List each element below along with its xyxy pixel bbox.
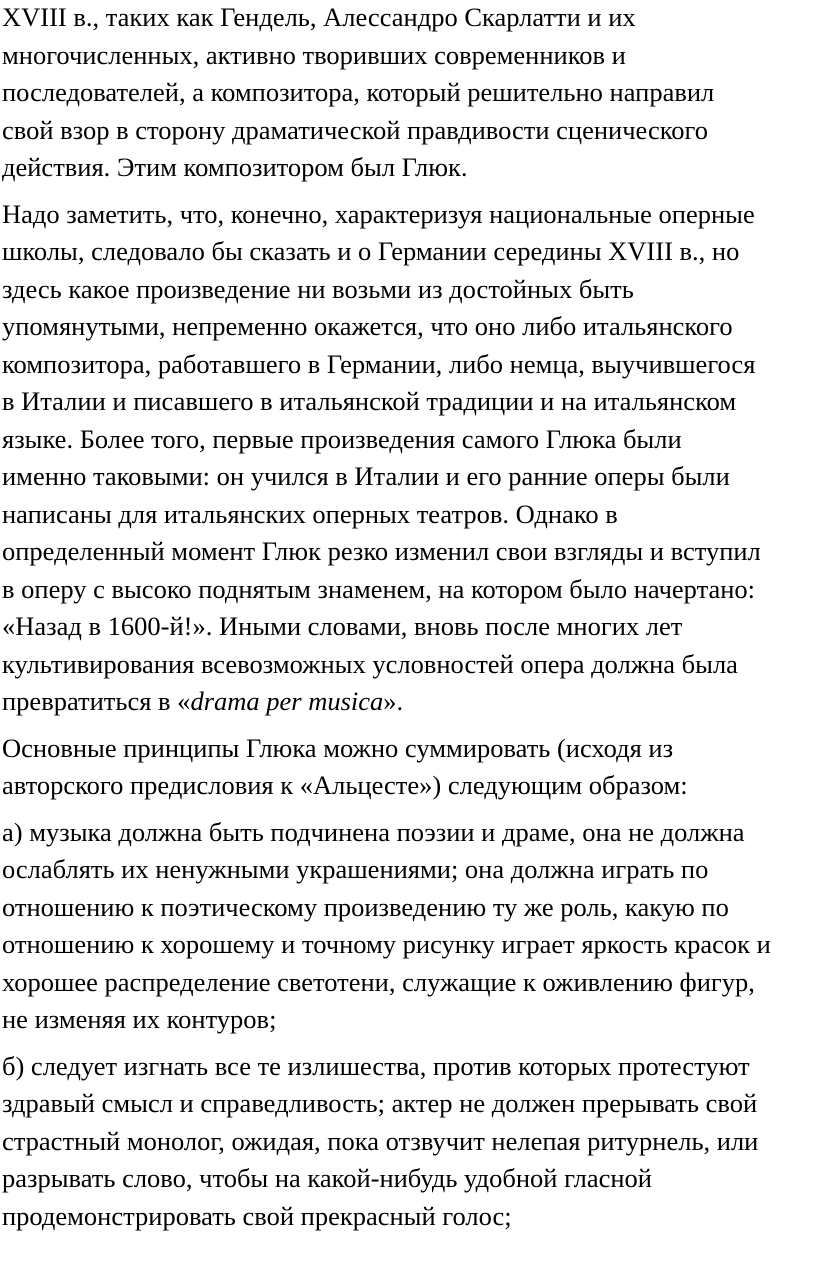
text-fragment: превратиться в «	[2, 686, 191, 716]
text-line: языке. Более того, первые произведения самого Глюка были	[2, 423, 682, 454]
paragraph-gluck-principles	[2, 730, 814, 805]
text-line: страстный монолог, ожидая, пока отзвучит нелепая ритурнель, или	[2, 1125, 759, 1156]
text-line: Надо заметить, что, конечно, характеризуя национальные оперные	[2, 198, 755, 229]
text-line: Основные принципы Глюка можно суммировать (исходя из	[2, 732, 674, 763]
paragraph-principle-b	[2, 1048, 814, 1236]
text-line-with-italic	[2, 683, 814, 721]
text-line: б) следует изгнать все те излишества, против которых протестуют	[2, 1050, 750, 1081]
text-line: написаны для итальянских оперных театров. Однако в	[2, 498, 618, 529]
text-line: школы, следовало бы сказать и о Германии середины XVIII в., но	[2, 236, 740, 266]
text-line: хорошее распределение светотени, служащие к оживлению фигур,	[2, 966, 755, 997]
text-line: не изменяя их контуров;	[2, 1004, 277, 1034]
document-page	[2, 0, 814, 1235]
italic-term: drama per musica	[190, 686, 384, 716]
text-line: в Италии и писавшего в итальянской традиции и на итальянском	[2, 386, 737, 416]
text-line: композитора, работавшего в Германии, либо немца, выучившегося	[2, 348, 756, 379]
text-line: XVIII в., таких как Гендель, Алессандро Скарлатти и их	[2, 2, 636, 32]
text-line: разрывать слово, чтобы на какой-нибудь удобной гласной	[2, 1163, 652, 1193]
text-line: здесь какое произведение ни возьми из достойных быть	[2, 273, 634, 304]
paragraph-principle-a	[2, 814, 814, 1039]
paragraph-gluck-intro	[2, 0, 814, 187]
text-line: свой взор в сторону драматической правдивости сценического	[2, 114, 708, 145]
text-line: действия. Этим композитором был Глюк.	[2, 152, 468, 182]
text-fragment: ».	[383, 686, 404, 716]
text-line: ослаблять их ненужными украшениями; она должна играть по	[2, 854, 709, 884]
text-line: продемонстрировать свой прекрасный голос;	[2, 1200, 512, 1231]
text-line: именно таковыми: он учился в Италии и его ранние оперы были	[2, 461, 730, 491]
text-line: «Назад в 1600-й!». Иными словами, вновь после многих лет	[2, 611, 683, 641]
text-line: авторского предисловия к «Альцесте») следующим образом:	[2, 770, 688, 800]
text-line: здравый смысл и справедливость; актер не должен прерывать свой	[2, 1088, 758, 1118]
text-line: многочисленных, активно творивших современников и	[2, 39, 626, 70]
paragraph-german-school	[2, 196, 814, 721]
text-line: отношению к хорошему и точному рисунку играет яркость красок и	[2, 929, 771, 959]
text-line: а) музыка должна быть подчинена поэзии и драме, она не должна	[2, 816, 745, 847]
text-line: в оперу с высоко поднятым знаменем, на котором было начертано:	[2, 573, 756, 604]
text-line: упомянутыми, непременно окажется, что оно либо итальянского	[2, 311, 733, 341]
text-line: последователей, а композитора, который решительно направил	[2, 77, 715, 107]
text-line: отношению к поэтическому произведению ту же роль, какую по	[2, 891, 729, 922]
text-line: определенный момент Глюк резко изменил свои взгляды и вступил	[2, 536, 761, 566]
text-line: культивирования всевозможных условностей опера должна была	[2, 648, 738, 679]
